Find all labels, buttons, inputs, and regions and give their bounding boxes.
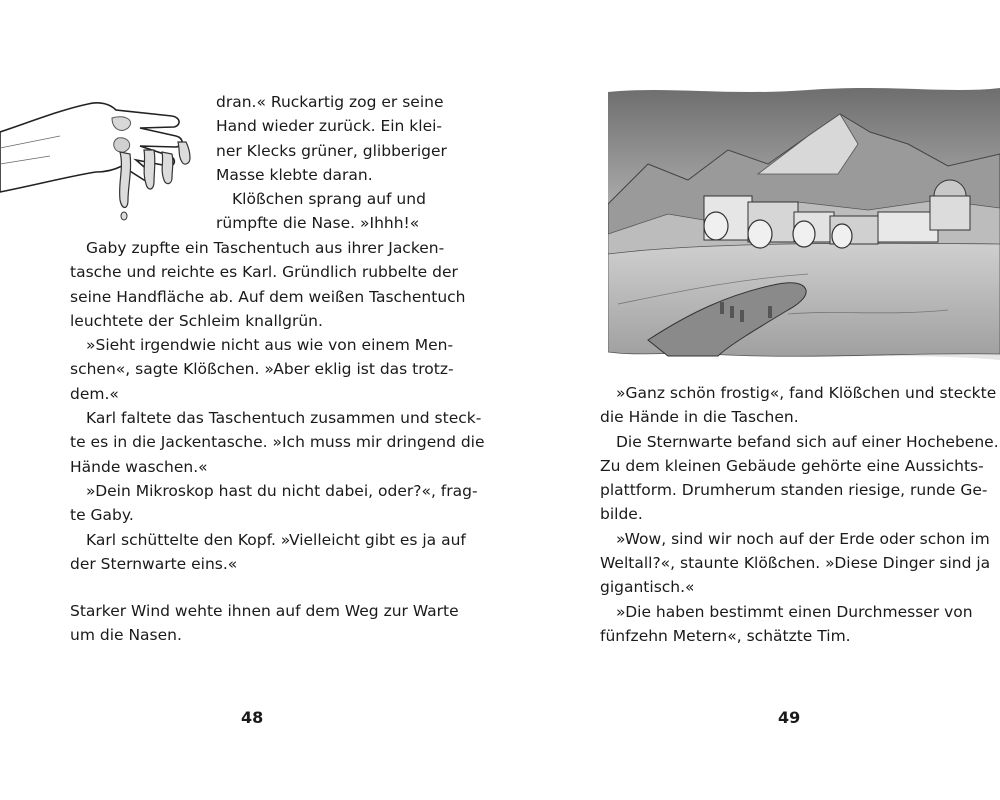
slimy-hand-illustration [0,92,212,228]
text-line: seine Handfläche ab. Auf dem weißen Taschentuch [70,287,466,306]
text-line: tasche und reichte es Karl. Gründlich rubbelte der [70,263,458,282]
observatory-illustration [608,84,1000,360]
text-line: um die Nasen. [70,626,182,645]
text-line: »Wow, sind wir noch auf der Erde oder schon im [616,529,990,548]
text-line: dem.« [70,384,119,403]
right-page [500,0,1000,800]
text-line: Gaby zupfte ein Taschentuch aus ihrer Jacken- [86,239,445,257]
text-line: »Die haben bestimmt einen Durchmesser von [616,602,973,621]
text-line: »Ganz schön frostig«, fand Klößchen und steckte [616,384,997,402]
text-line: bilde. [600,505,643,524]
text-line: Die Sternwarte befand sich auf einer Hochebene. [616,432,999,451]
text-line: leuchtete der Schleim knallgrün. [70,311,323,330]
text-line: schen«, sagte Klößchen. »Aber eklig ist das trotz- [70,360,454,379]
text-line: te es in die Jackentasche. »Ich muss mir dringend die [70,433,485,452]
text-line: Karl schüttelte den Kopf. »Vielleicht gibt es ja auf [86,530,466,549]
text-line: plattform. Drumherum standen riesige, runde Ge- [600,481,988,500]
text-line: »Sieht irgendwie nicht aus wie von einem Men- [86,336,454,355]
text-line: die Hände in die Taschen. [600,408,799,427]
text-line: Masse klebte daran. [216,165,373,184]
text-line: rümpfte die Nase. »Ihhh!« [216,214,420,233]
text-line: der Sternwarte eins.« [70,554,238,573]
text-line: fünfzehn Metern«, schätzte Tim. [600,626,851,645]
text-line: Karl faltete das Taschentuch zusammen und steck- [86,409,482,428]
text-line: Klößchen sprang auf und [232,190,426,209]
text-line: Zu dem kleinen Gebäude gehörte eine Aussichts- [600,456,984,475]
text-line: te Gaby. [70,506,134,525]
text-line: Hand wieder zurück. Ein klei- [216,117,443,136]
page-number: 48 [241,708,264,727]
text-line: Weltall?«, staunte Klößchen. »Diese Dinger sind ja [600,554,991,573]
page-number: 49 [778,708,801,727]
text-line: Hände waschen.« [70,457,208,476]
text-line: Starker Wind wehte ihnen auf dem Weg zur Warte [70,602,459,620]
text-line: dran.« Ruckartig zog er seine [216,93,444,111]
text-line: »Dein Mikroskop hast du nicht dabei, oder?«, frag- [86,481,478,500]
text-line: gigantisch.« [600,578,695,597]
text-line: ner Klecks grüner, glibberiger [216,141,447,160]
